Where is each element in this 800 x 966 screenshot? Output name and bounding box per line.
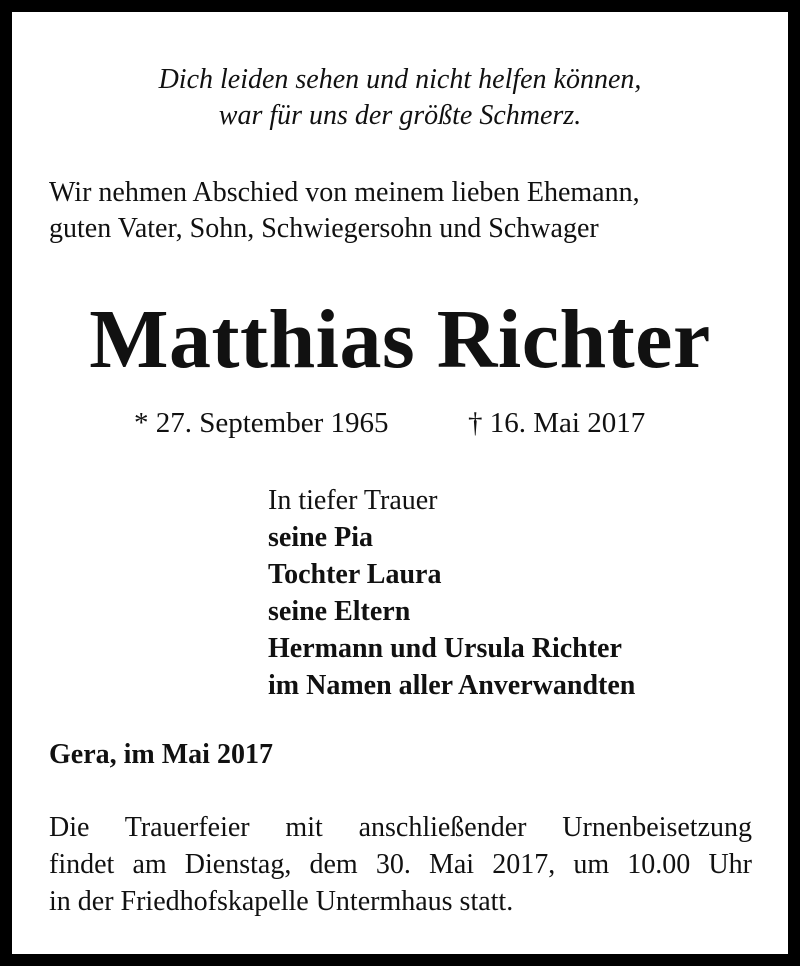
- death-date: † 16. Mai 2017: [468, 407, 646, 439]
- quote-line-1: Dich leiden sehen und nicht helfen können,: [158, 64, 642, 95]
- mourner-name: Tochter Laura: [268, 559, 442, 590]
- service-line-1: Die Trauerfeier mit anschließender Urnenbeisetzung: [49, 812, 752, 843]
- mourner-name: seine Eltern: [268, 596, 411, 627]
- quote-line-2: war für uns der größte Schmerz.: [218, 100, 582, 131]
- deceased-name: Matthias Richter: [89, 293, 711, 386]
- intro-line-1: Wir nehmen Abschied von meinem lieben Ehemann,: [49, 177, 640, 208]
- service-line-3: in der Friedhofskapelle Untermhaus statt.: [49, 886, 514, 917]
- service-line-2: findet am Dienstag, dem 30. Mai 2017, um 10.00 Uhr: [49, 849, 752, 880]
- birth-date: * 27. September 1965: [134, 407, 389, 439]
- intro-line-2: guten Vater, Sohn, Schwiegersohn und Schwager: [49, 213, 599, 244]
- place-date: Gera, im Mai 2017: [49, 739, 273, 770]
- mourner-name: seine Pia: [268, 522, 373, 553]
- mourners-intro: In tiefer Trauer: [268, 485, 438, 516]
- mourner-name: im Namen aller Anverwandten: [268, 670, 636, 701]
- mourner-name: Hermann und Ursula Richter: [268, 633, 622, 664]
